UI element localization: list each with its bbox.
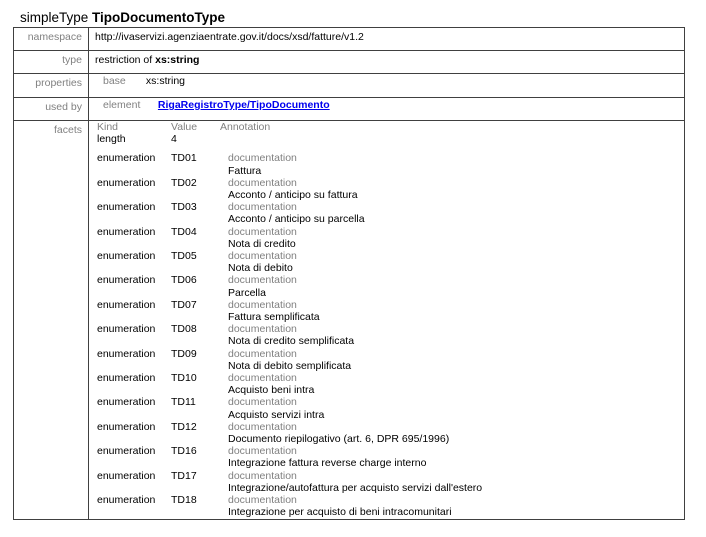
namespace-value: http://ivaservizi.agenziaentrate.gov.it/docs/xsd/fatture/v1.2	[89, 28, 685, 51]
documentation-text: Nota di debito	[228, 262, 293, 275]
facets-label: facets	[14, 121, 89, 520]
facet-enumeration-row	[97, 226, 482, 250]
documentation-label: documentation	[228, 420, 297, 433]
facets-header-annotation: Annotation	[220, 121, 271, 133]
facet-annotation	[220, 177, 482, 201]
facet-value: TD10	[171, 372, 197, 385]
documentation-text: Nota di credito	[228, 237, 296, 250]
facet-value: TD02	[171, 176, 197, 189]
facet-value: TD06	[171, 274, 197, 287]
documentation-text: Integrazione fattura reverse charge interno	[228, 457, 427, 470]
facet-kind: enumeration	[97, 469, 156, 482]
documentation-text: Documento riepilogativo (art. 6, DPR 695/1996)	[228, 433, 450, 446]
facet-annotation	[220, 396, 482, 420]
facet-annotation	[220, 226, 482, 250]
element-key: element	[103, 99, 141, 111]
facet-kind: enumeration	[97, 201, 156, 214]
type-name: xs:string	[155, 54, 200, 66]
type-prefix: restriction of	[95, 54, 153, 66]
facet-enumeration-row	[97, 152, 482, 176]
facet-enumeration-row	[97, 445, 482, 469]
type-value	[89, 51, 685, 74]
used-by-value	[89, 98, 685, 121]
facet-annotation	[220, 470, 482, 494]
documentation-label: documentation	[228, 176, 297, 189]
facet-enumeration-row	[97, 396, 482, 420]
facet-enumeration-row	[97, 177, 482, 201]
documentation-label: documentation	[228, 323, 297, 336]
facet-annotation	[220, 372, 482, 396]
namespace-row	[14, 28, 685, 51]
facet-value: TD05	[171, 250, 197, 263]
facet-annotation	[220, 421, 482, 445]
properties-label: properties	[14, 74, 89, 98]
facet-kind: enumeration	[97, 347, 156, 360]
namespace-label: namespace	[14, 28, 89, 51]
facets-header-kind: Kind	[97, 121, 119, 133]
documentation-text: Acquisto servizi intra	[228, 408, 325, 421]
facet-kind: enumeration	[97, 494, 156, 507]
facet-annotation	[220, 152, 482, 176]
documentation-text: Acconto / anticipo su parcella	[228, 213, 365, 226]
documentation-label: documentation	[228, 201, 297, 214]
documentation-text: Fattura semplificata	[228, 311, 320, 324]
documentation-label: documentation	[228, 225, 297, 238]
facet-annotation	[220, 299, 482, 323]
facet-value: TD12	[171, 420, 197, 433]
facet-annotation	[220, 274, 482, 298]
facets-header-row	[97, 121, 482, 133]
facet-value: TD17	[171, 469, 197, 482]
documentation-label: documentation	[228, 152, 297, 165]
used-by-row	[14, 98, 685, 121]
facet-kind: enumeration	[97, 323, 156, 336]
facet-value: TD04	[171, 225, 197, 238]
facet-enumeration-row	[97, 470, 482, 494]
facet-annotation	[220, 323, 482, 347]
documentation-label: documentation	[228, 250, 297, 263]
base-value: xs:string	[145, 75, 186, 87]
facet-enumeration-row	[97, 323, 482, 347]
documentation-label: documentation	[228, 396, 297, 409]
facet-kind: enumeration	[97, 396, 156, 409]
documentation-text: Integrazione/autofattura per acquisto servizi dall'estero	[228, 481, 483, 494]
documentation-text: Parcella	[228, 286, 266, 299]
documentation-text: Nota di debito semplificata	[228, 359, 352, 372]
facets-value	[89, 121, 685, 520]
facet-annotation	[220, 348, 482, 372]
facet-enumeration-row	[97, 421, 482, 445]
documentation-label: documentation	[228, 469, 297, 482]
facet-value: TD16	[171, 445, 197, 458]
facet-kind: enumeration	[97, 250, 156, 263]
facet-kind: enumeration	[97, 274, 156, 287]
facet-annotation	[220, 201, 482, 225]
facet-value: TD03	[171, 201, 197, 214]
facet-value: TD07	[171, 298, 197, 311]
facet-enumeration-row	[97, 372, 482, 396]
page-title	[20, 10, 225, 25]
documentation-label: documentation	[228, 372, 297, 385]
documentation-text: Fattura	[228, 164, 262, 177]
documentation-text: Acconto / anticipo su fattura	[228, 189, 358, 202]
facet-length-row	[97, 133, 482, 152]
facet-kind: enumeration	[97, 152, 156, 165]
documentation-label: documentation	[228, 494, 297, 507]
facet-length-kind: length	[97, 133, 126, 146]
facet-value: TD08	[171, 323, 197, 336]
type-label: type	[14, 51, 89, 74]
schema-table	[13, 27, 685, 520]
documentation-text: Nota di credito semplificata	[228, 335, 355, 348]
facet-enumeration-row	[97, 299, 482, 323]
documentation-text: Acquisto beni intra	[228, 384, 315, 397]
type-row	[14, 51, 685, 74]
facet-annotation	[220, 250, 482, 274]
facet-value: TD18	[171, 494, 197, 507]
properties-value	[89, 74, 685, 98]
properties-row	[14, 74, 685, 98]
documentation-text: Integrazione per acquisto di beni intracomunitari	[228, 506, 452, 519]
facet-enumeration-row	[97, 201, 482, 225]
facet-enumeration-row	[97, 274, 482, 298]
facet-kind: enumeration	[97, 445, 156, 458]
facet-enumeration-row	[97, 250, 482, 274]
title-prefix: simpleType	[20, 10, 89, 25]
facet-kind: enumeration	[97, 420, 156, 433]
documentation-label: documentation	[228, 274, 297, 287]
documentation-label: documentation	[228, 347, 297, 360]
facets-table	[97, 121, 482, 519]
facets-row	[14, 121, 685, 520]
facet-kind: enumeration	[97, 176, 156, 189]
facets-header-value: Value	[171, 121, 198, 133]
facet-annotation	[220, 494, 482, 518]
facet-annotation	[220, 445, 482, 469]
facet-length-annotation	[220, 133, 482, 152]
facet-kind: enumeration	[97, 225, 156, 238]
base-key: base	[103, 75, 126, 87]
facet-value: TD09	[171, 347, 197, 360]
facet-kind: enumeration	[97, 372, 156, 385]
facet-enumeration-row	[97, 348, 482, 372]
documentation-label: documentation	[228, 298, 297, 311]
documentation-label: documentation	[228, 445, 297, 458]
facet-value: TD11	[171, 396, 196, 409]
facet-value: TD01	[171, 152, 197, 165]
facet-kind: enumeration	[97, 298, 156, 311]
facet-length-value: 4	[171, 133, 177, 146]
used-by-link[interactable]: RigaRegistroType/TipoDocumento	[157, 99, 330, 111]
title-name: TipoDocumentoType	[92, 10, 226, 25]
used-by-label: used by	[14, 98, 89, 121]
facet-enumeration-row	[97, 494, 482, 518]
